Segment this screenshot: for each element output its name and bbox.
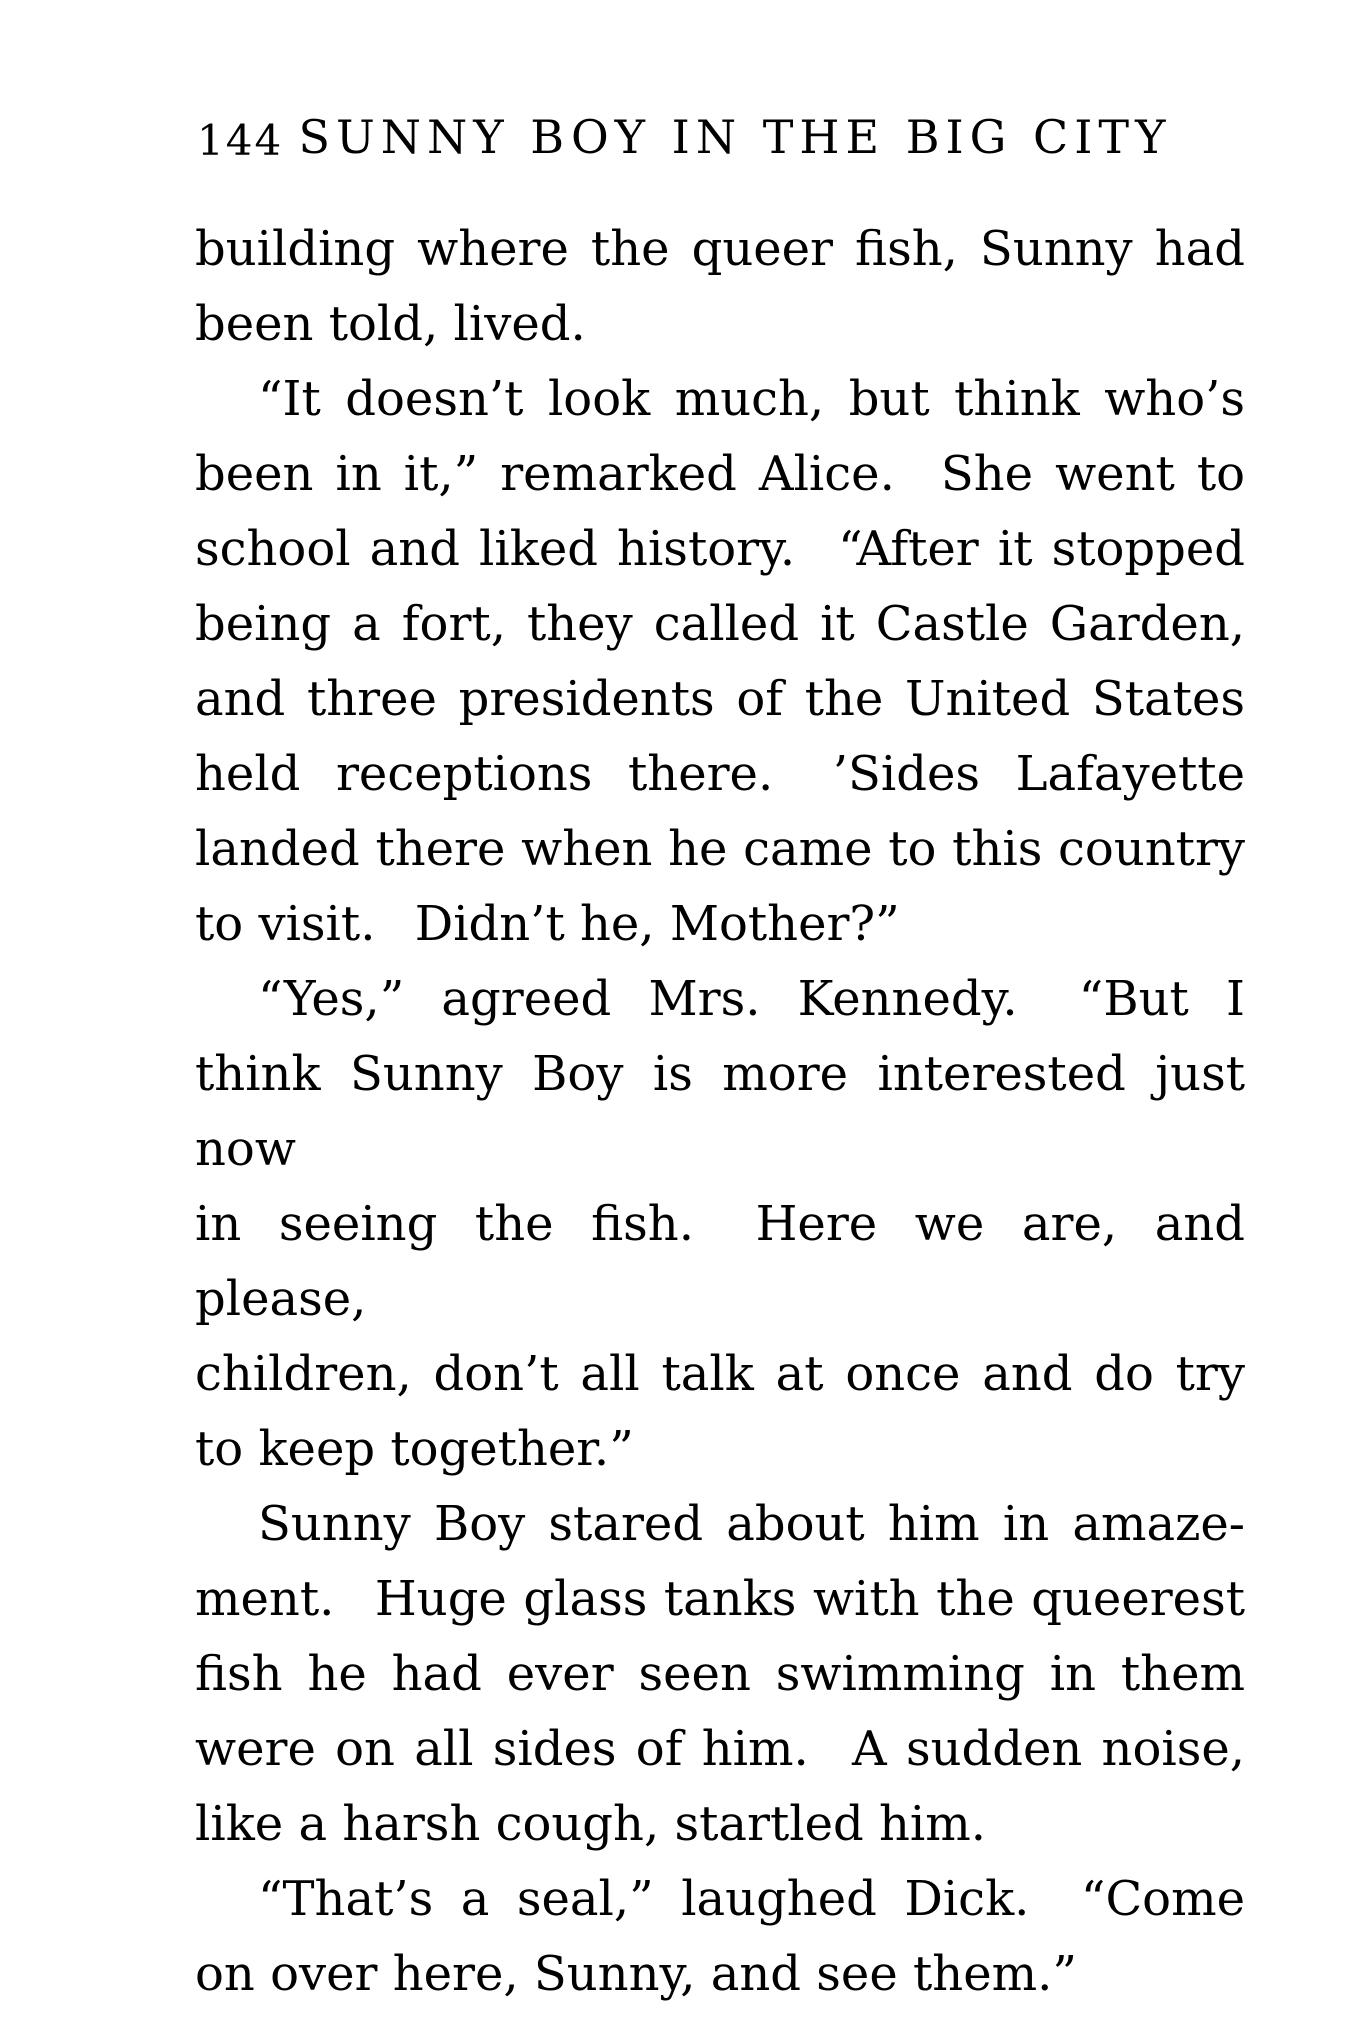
text-line: being a fort, they called it Castle Garden, <box>195 596 1245 652</box>
text-line: “It doesn’t look much, but think who’s <box>258 371 1245 427</box>
running-header <box>195 112 1245 172</box>
text-line: to keep together.” <box>195 1421 634 1477</box>
text-line: and three presidents of the United States <box>195 671 1245 727</box>
text-line: Sunny Boy stared about him in amaze- <box>258 1496 1245 1552</box>
text-line: think Sunny Boy is more interested just now <box>195 1046 1245 1177</box>
text-line: to visit. Didn’t he, Mother?” <box>195 896 900 952</box>
text-line: ment. Huge glass tanks with the queerest <box>195 1571 1245 1627</box>
text-line: been told, lived. <box>195 296 586 352</box>
text-line: in seeing the fish. Here we are, and please, <box>195 1196 1245 1327</box>
text-line: children, don’t all talk at once and do try <box>195 1346 1245 1402</box>
text-line: “That’s a seal,” laughed Dick. “Come <box>258 1871 1245 1927</box>
text-line: building where the queer fish, Sunny had <box>195 221 1245 277</box>
text-line: landed there when he came to this country <box>195 821 1245 877</box>
text-line: “Yes,” agreed Mrs. Kennedy. “But I <box>258 971 1245 1027</box>
page-number: 144 <box>197 116 284 165</box>
text-line: held receptions there. ’Sides Lafayette <box>195 746 1245 802</box>
text-line: school and liked history. “After it stopped <box>195 521 1245 577</box>
text-line: been in it,” remarked Alice. She went to <box>195 446 1245 502</box>
text-line: fish he had ever seen swimming in them <box>195 1646 1245 1702</box>
running-title: SUNNY BOY IN THE BIG CITY <box>298 110 1172 164</box>
text-line: like a harsh cough, startled him. <box>195 1796 987 1852</box>
text-line: were on all sides of him. A sudden noise, <box>195 1721 1245 1777</box>
body-text <box>195 212 1245 2012</box>
text-line: on over here, Sunny, and see them.” <box>195 1946 1077 2002</box>
